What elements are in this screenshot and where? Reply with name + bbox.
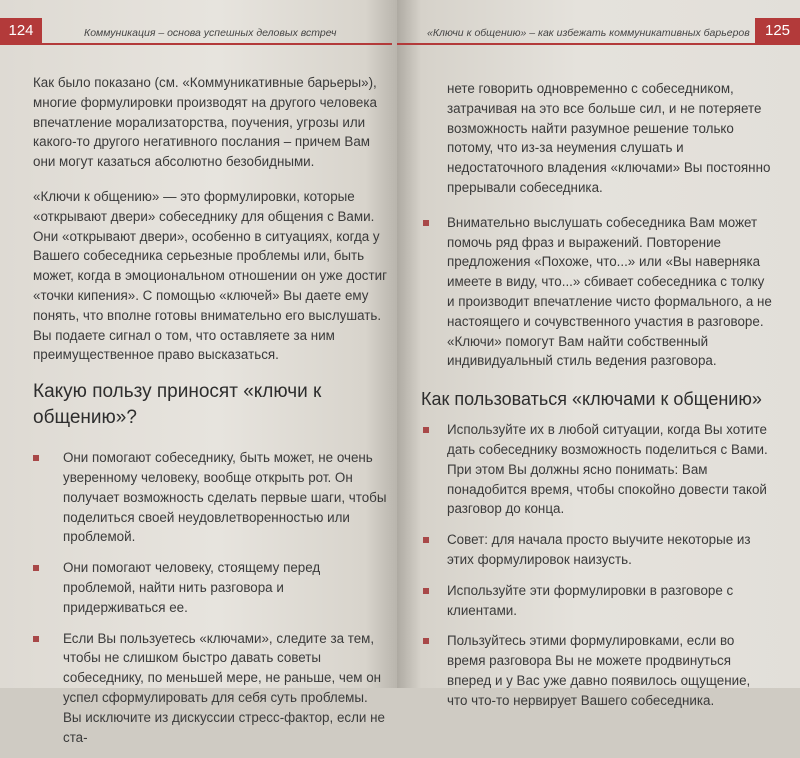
list-item	[33, 448, 388, 547]
paragraph: «Ключи к общению» — это формулировки, которые «открывают двери» собеседнику для общения с Вами. Они «открывают двери», особенно в ситуациях, когда у Вашего собеседника серьезные проблемы или, быть может, когда в эмоциональном отношении он уже достиг «точки кипения». С помощью «ключей» Вы даете ему понять, что вполне готовы внимательно его выслушать. Вы подаете сигнал о том, что оставляете за ним преимущественное право высказаться.	[33, 188, 387, 363]
square-bullet-icon	[423, 588, 429, 594]
page-number-right: 125	[755, 18, 800, 44]
square-bullet-icon	[423, 427, 429, 433]
list-item	[33, 558, 388, 617]
list-item-text: Используйте эти формулировки в разговоре с клиентами.	[447, 582, 734, 618]
right-page	[397, 0, 800, 708]
section-heading-left: Какую пользу приносят «ключи к общению»?	[33, 381, 322, 429]
bullet-list-left	[33, 448, 388, 747]
list-item-text: Внимательно выслушать собеседника Вам может помочь ряд фраз и выражений. Повторение предложения «Похоже, что...» или «Вы наверняка имеете в виду, что...» сбивает собеседника с толку и производит впечатление чисто формального, а не настоящего и сочувственного участия в разговоре. «Ключи» помогут Вам найти собственный индивидуальный стиль ведения разговора.	[447, 214, 772, 369]
list-item-text: Они помогают человеку, стоящему перед проблемой, найти нить разговора и придерживаться ее.	[63, 560, 321, 615]
square-bullet-icon	[423, 220, 429, 226]
list-item	[421, 213, 773, 371]
bullet-list-right-top	[421, 213, 773, 371]
page-number-left: 124	[0, 18, 42, 44]
header-rule-right	[397, 43, 800, 45]
right-text-column	[421, 79, 773, 722]
paragraph: Как было показано (см. «Коммуникативные барьеры»), многие формулировки производят на другого человека впечатление морализаторства, поучения, угрозы или какого-то другого негативного послания – причем Вам они могут казаться абсолютно безобидными.	[33, 75, 377, 170]
square-bullet-icon	[423, 537, 429, 543]
header-rule-left	[0, 43, 392, 45]
square-bullet-icon	[33, 455, 39, 461]
continued-text: нете говорить одновременно с собеседником, затрачивая на это все больше сил, и не потеряете возможность найти разумное решение только потому, что из-за неумения слушать и недостаточного владения «ключами» Вы постоянно прерывали собеседника.	[447, 81, 771, 195]
left-page	[0, 0, 397, 745]
list-item	[421, 581, 773, 621]
left-text-column	[33, 73, 388, 758]
section-heading-right: Как пользоваться «ключами к общению»	[421, 389, 762, 410]
list-item	[33, 629, 388, 748]
list-item-text: Если Вы пользуетесь «ключами», следите за тем, чтобы не слишком быстро давать советы собеседнику, по меньшей мере, не раньше, чем он успел сформулировать для себя суть проблемы. Вы исключите из дискуссии стресс-фактор, если не ста-	[63, 630, 385, 745]
list-item	[421, 631, 773, 710]
running-head-left: Коммуникация – основа успешных деловых встреч	[84, 27, 337, 39]
list-item-text: Используйте их в любой ситуации, когда Вы хотите дать собеседнику возможность поделиться с Вами. При этом Вы должны ясно понимать: Вам понадобится время, чтобы спокойно довести такой разговор до конца.	[447, 422, 768, 517]
list-item-text: Пользуйтесь этими формулировками, если во время разговора Вы не можете продвинуться вперед и у Вас уже давно появилось ощущение, что что-то нервирует Вашего собеседника.	[447, 633, 751, 708]
square-bullet-icon	[33, 636, 39, 642]
square-bullet-icon	[33, 565, 39, 571]
list-item-text: Они помогают собеседнику, быть может, не очень уверенному человеку, вообще открыть рот. Он получает возможность сделать первые шаги, чтобы поделиться своей неудовлетворенностью или проблемой.	[63, 450, 387, 545]
list-item-text: Совет: для начала просто выучите некоторые из этих формулировок наизусть.	[447, 532, 751, 567]
running-head-right: «Ключи к общению» – как избежать коммуникативных барьеров	[427, 27, 750, 39]
bullet-list-right	[421, 420, 773, 710]
list-item	[421, 420, 773, 519]
square-bullet-icon	[423, 638, 429, 644]
list-item	[421, 530, 773, 570]
